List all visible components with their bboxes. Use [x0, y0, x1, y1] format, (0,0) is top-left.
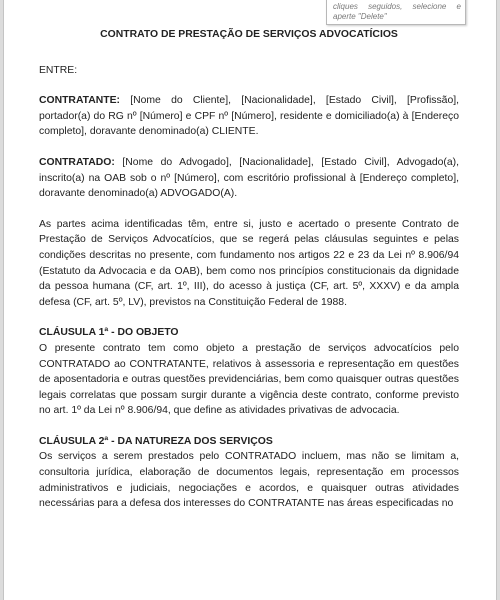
contratado-label: CONTRATADO:	[39, 156, 115, 168]
clause-2-heading: CLÁUSULA 2ª - DA NATUREZA DOS SERVIÇOS	[39, 435, 273, 447]
clause-1-heading: CLÁUSULA 1ª - DO OBJETO	[39, 327, 179, 339]
document-content	[39, 27, 459, 527]
document-page	[3, 0, 497, 600]
tooltip-text: cliques seguidos, selecione e aperte "Delete"	[333, 2, 461, 21]
contratado-paragraph	[39, 155, 459, 202]
contratante-label: CONTRATANTE:	[39, 95, 120, 107]
tooltip-box	[326, 0, 466, 25]
contratante-text: [Nome do Cliente], [Nacionalidade], [Estado Civil], [Profissão], portador(a) do RG nº [Número] e CPF nº [Número], residente e domiciliado(a) à [Endereço completo], doravante denominado(a) CLIENTE.	[39, 95, 459, 138]
preamble-paragraph: As partes acima identificadas têm, entre si, justo e acertado o presente Contrato de Prestação de Serviços Advocatícios, que se regerá pelas cláusulas seguintes e pelas condições descritas no presente, com fundamento nos artigos 22 e 23 da Lei nº 8.906/94 (Estatuto da Advocacia e da OAB), bem como nos princípios constitucionais da dignidade da pessoa humana (CF, art. 1º, III), do acesso à justiça (CF, art. 5º, XXXV) e da ampla defesa (CF, art. 5º, LV), previstos na Constituição Federal de 1988.	[39, 218, 459, 308]
clause-2-text: Os serviços a serem prestados pelo CONTRATADO incluem, mas não se limitam a, consultoria jurídica, elaboração de documentos legais, representação em processos administrativos e judiciais, negociações e acordos, e quaisquer outras atividades necessárias para a defesa dos interesses do CONTRATANTE nas áreas especificadas no	[39, 451, 459, 510]
contratante-paragraph	[39, 93, 459, 140]
entre-label: ENTRE:	[39, 64, 78, 76]
contratado-text: [Nome do Advogado], [Nacionalidade], [Estado Civil], Advogado(a), inscrito(a) na OAB sob o nº [Número], com escritório profissional à [Endereço completo], doravante denominado(a) ADVOGADO(A).	[39, 156, 459, 200]
clause-1-text: O presente contrato tem como objeto a prestação de serviços advocatícios pelo CONTRATADO ao CONTRATANTE, relativos à assessoria e representação em questões de aposentadoria e outras questões previdenciárias, bem como quaisquer outras questões legais correlatas que possam surgir durante a vigência deste contrato, conforme previsto no art. 1º da Lei nº 8.906/94, que define as atividades privativas de advocacia.	[39, 342, 459, 417]
document-title: CONTRATO DE PRESTAÇÃO DE SERVIÇOS ADVOCATÍCIOS	[100, 29, 398, 40]
